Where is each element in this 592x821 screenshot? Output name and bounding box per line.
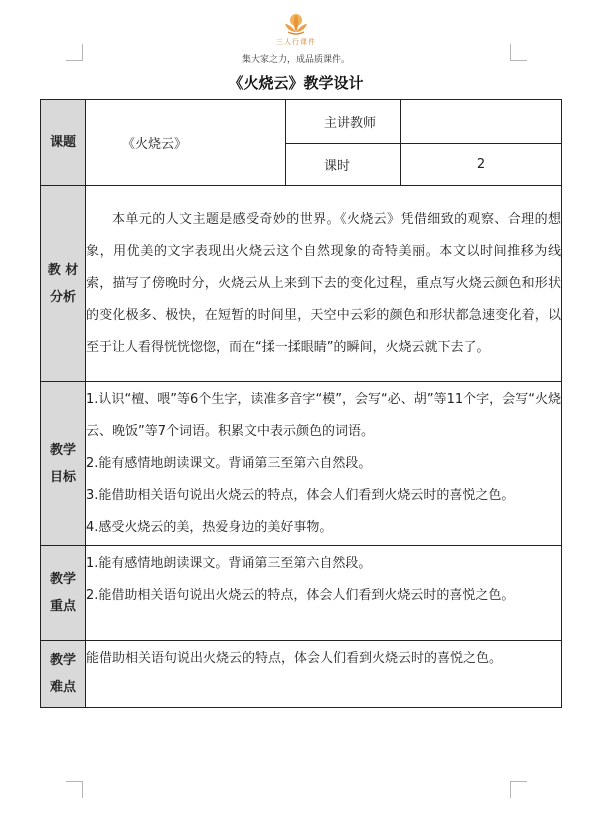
difficulties-label: [41, 641, 86, 708]
goals-label-line-2: 目标: [49, 469, 76, 485]
crop-mark-bottom-left: [66, 781, 83, 798]
class-hours-label: 课时: [286, 144, 401, 186]
topic-value: 《火烧云》: [86, 100, 286, 186]
goal-item-2: 2.能有感情地朗读课文。背诵第三至第六自然段。: [86, 455, 372, 471]
goals-content: [86, 382, 562, 546]
class-hours-value: 2: [401, 144, 562, 186]
analysis-label-line-2: 分析: [49, 289, 76, 305]
crop-mark-bottom-right: [510, 781, 527, 798]
key-point-item-2: 2.能借助相关语句说出火烧云的特点，体会人们看到火烧云时的喜悦之色。: [86, 588, 515, 603]
lesson-plan-table: [40, 99, 562, 708]
difficulties-content: [86, 641, 562, 708]
goal-item-3: 3.能借助相关语句说出火烧云的特点，体会人们看到火烧云时的喜悦之色。: [86, 487, 515, 503]
difficulties-text: 能借助相关语句说出火烧云的特点，体会人们看到火烧云时的喜悦之色。: [86, 651, 503, 666]
key-points-content: [86, 546, 562, 641]
key-points-label-line-1: 教学: [49, 572, 76, 587]
teacher-label: 主讲教师: [286, 100, 401, 144]
analysis-label-line-1: 教 材: [47, 262, 79, 278]
key-point-item-1: 1.能有感情地朗读课文。背诵第三至第六自然段。: [86, 556, 372, 571]
slogan: 集大家之力，成品质课件。: [241, 55, 350, 65]
goals-label: [41, 382, 86, 546]
document-title: 《火烧云》教学设计: [228, 74, 364, 92]
brand-logo: [255, 10, 337, 50]
logo-text: 三人行课件: [276, 38, 316, 46]
difficulties-label-line-1: 教学: [49, 653, 76, 668]
topic-label: 课题: [41, 100, 86, 186]
goals-label-line-1: 教学: [49, 442, 76, 458]
goal-item-4: 4.感受火烧云的美，热爱身边的美好事物。: [86, 519, 333, 535]
key-points-label: [41, 546, 86, 641]
analysis-content: [86, 186, 562, 382]
key-points-label-line-2: 重点: [49, 599, 76, 614]
difficulties-label-line-2: 难点: [49, 680, 76, 695]
goal-item-1: 1.认识“檀、喂”等6个生字，读准多音字“模”，会写“必、胡”等11个字，会写“火烧云、晚饭”等7个词语。积累文中表示颜色的词语。: [86, 391, 561, 439]
analysis-label: [41, 186, 86, 382]
analysis-text: 本单元的人文主题是感受奇妙的世界。《火烧云》凭借细致的观察、合理的想象，用优美的文字表现出火烧云这个自然现象的奇特美丽。本文以时间推移为线索，描写了傍晚时分，火烧云从上来到下去的变化过程，重点写火烧云颜色和形状的变化极多、极快，在短暂的时间里，天空中云彩的颜色和形状都急速变化着，以至于让人看得恍恍惚惚，而在“揉一揉眼睛”的瞬间，火烧云就下去了。: [86, 211, 561, 355]
teacher-value: [401, 100, 562, 144]
lotus-icon: [281, 10, 311, 38]
